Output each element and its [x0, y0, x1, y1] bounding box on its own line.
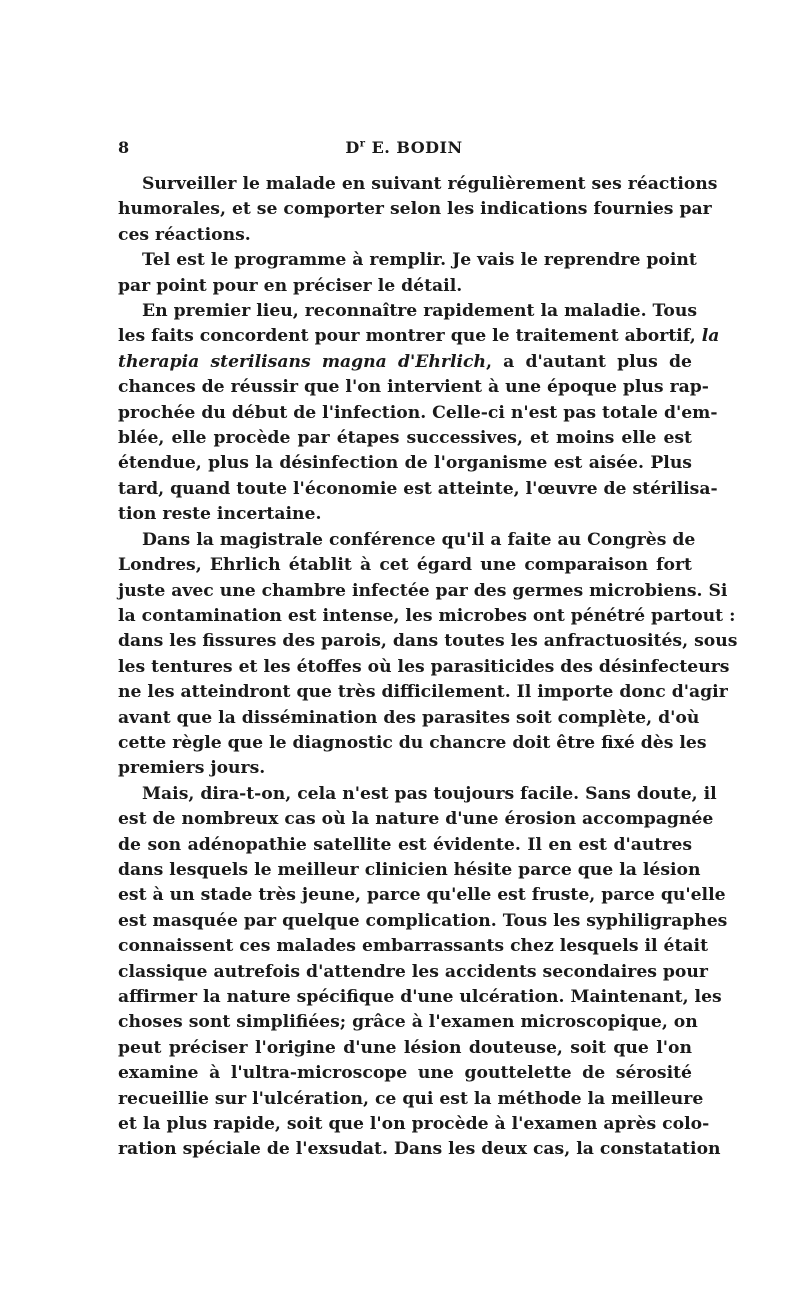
author-prefix-sup: r: [359, 138, 366, 150]
italic-text-run: therapia sterilisans magna d'Ehrlich: [118, 351, 486, 372]
text-line: étendue, plus la désinfection de l'organisme est aisée. Plus: [118, 453, 692, 474]
text-line: choses sont simplifiées; grâce à l'examen microscopique, on: [118, 1012, 698, 1033]
author-prefix: D: [345, 138, 360, 157]
paragraph-1: [118, 172, 718, 248]
text-line: et la plus rapide, soit que l'on procède à l'examen après colo-: [118, 1114, 710, 1135]
text-line: est masquée par quelque complication. Tous les syphiligraphes: [118, 910, 728, 931]
text-line: classique autrefois d'attendre les accidents secondaires pour: [118, 961, 708, 982]
text-run: , a d'autant plus de: [485, 351, 692, 372]
text-line-mixed: [118, 350, 692, 375]
text-line: tard, quand toute l'économie est atteinte, l'œuvre de stérilisa-: [118, 478, 718, 499]
text-line: dans lesquels le meilleur clinicien hésite parce que la lésion: [118, 859, 701, 880]
text-line: Dans la magistrale conférence qu'il a faite au Congrès de: [142, 529, 696, 550]
text-line: ces réactions.: [118, 224, 251, 245]
author-name: E. BODIN: [371, 138, 463, 157]
text-line: connaissent ces malades embarrassants chez lesquels il était: [118, 936, 709, 957]
text-line: est de nombreux cas où la nature d'une érosion accompagnée: [118, 809, 714, 830]
text-line: examine à l'ultra-microscope une gouttelette de sérosité: [118, 1063, 692, 1084]
page-number: 8: [118, 138, 130, 157]
paragraph-4: [118, 528, 738, 782]
text-line: chances de réussir que l'on intervient à une époque plus rap-: [118, 377, 709, 398]
text-line: premiers jours.: [118, 758, 266, 779]
running-head: [118, 138, 690, 157]
text-line: tion reste incertaine.: [118, 504, 322, 525]
text-line: juste avec une chambre infectée par des germes microbiens. Si: [118, 580, 728, 601]
text-line: blée, elle procède par étapes successives, et moins elle est: [118, 428, 692, 449]
text-line: recueillie sur l'ulcération, ce qui est la méthode la meilleure: [118, 1088, 704, 1109]
paragraph-2: [118, 248, 697, 299]
text-line: dans les fissures des parois, dans toutes les anfractuosités, sous: [118, 631, 738, 652]
text-line: humorales, et se comporter selon les indications fournies par: [118, 199, 712, 220]
text-line: par point pour en préciser le détail.: [118, 275, 463, 296]
paragraph-3: [118, 299, 720, 528]
text-line: avant que la dissémination des parasites soit complète, d'où: [118, 707, 700, 728]
body-text: [118, 172, 738, 1163]
text-line: est à un stade très jeune, parce qu'elle est fruste, parce qu'elle: [118, 885, 726, 906]
page-header: [118, 138, 690, 162]
text-line: de son adénopathie satellite est évidente. Il en est d'autres: [118, 834, 692, 855]
text-line: affirmer la nature spécifique d'une ulcération. Maintenant, les: [118, 987, 722, 1007]
paragraph-5: [118, 782, 728, 1163]
text-line: ration spéciale de l'exsudat. Dans les deux cas, la constatation: [118, 1139, 721, 1160]
text-line: peut préciser l'origine d'une lésion douteuse, soit que l'on: [118, 1037, 692, 1058]
text-line: prochée du début de l'infection. Celle-ci n'est pas totale d'em-: [118, 402, 718, 423]
text-line: Tel est le programme à remplir. Je vais le reprendre point: [142, 250, 697, 271]
text-line: la contamination est intense, les microbes ont pénétré partout :: [118, 605, 736, 626]
text-run: les faits concordent pour montrer que le traitement abortif,: [118, 326, 696, 347]
text-line: les tentures et les étoffes où les parasiticides des désinfecteurs: [118, 656, 730, 677]
italic-text-run: la: [701, 326, 720, 347]
text-line: Surveiller le malade en suivant régulièrement ses réactions: [142, 174, 718, 194]
text-line: Londres, Ehrlich établit à cet égard une comparaison fort: [118, 555, 692, 576]
text-line: Mais, dira-t-on, cela n'est pas toujours facile. Sans doute, il: [142, 783, 717, 804]
text-line: En premier lieu, reconnaître rapidement la maladie. Tous: [142, 301, 698, 322]
text-line-mixed: [118, 324, 720, 349]
text-line: ne les atteindront que très difficilement. Il importe donc d'agir: [118, 682, 728, 703]
text-line: cette règle que le diagnostic du chancre doit être fixé dès les: [118, 732, 707, 753]
